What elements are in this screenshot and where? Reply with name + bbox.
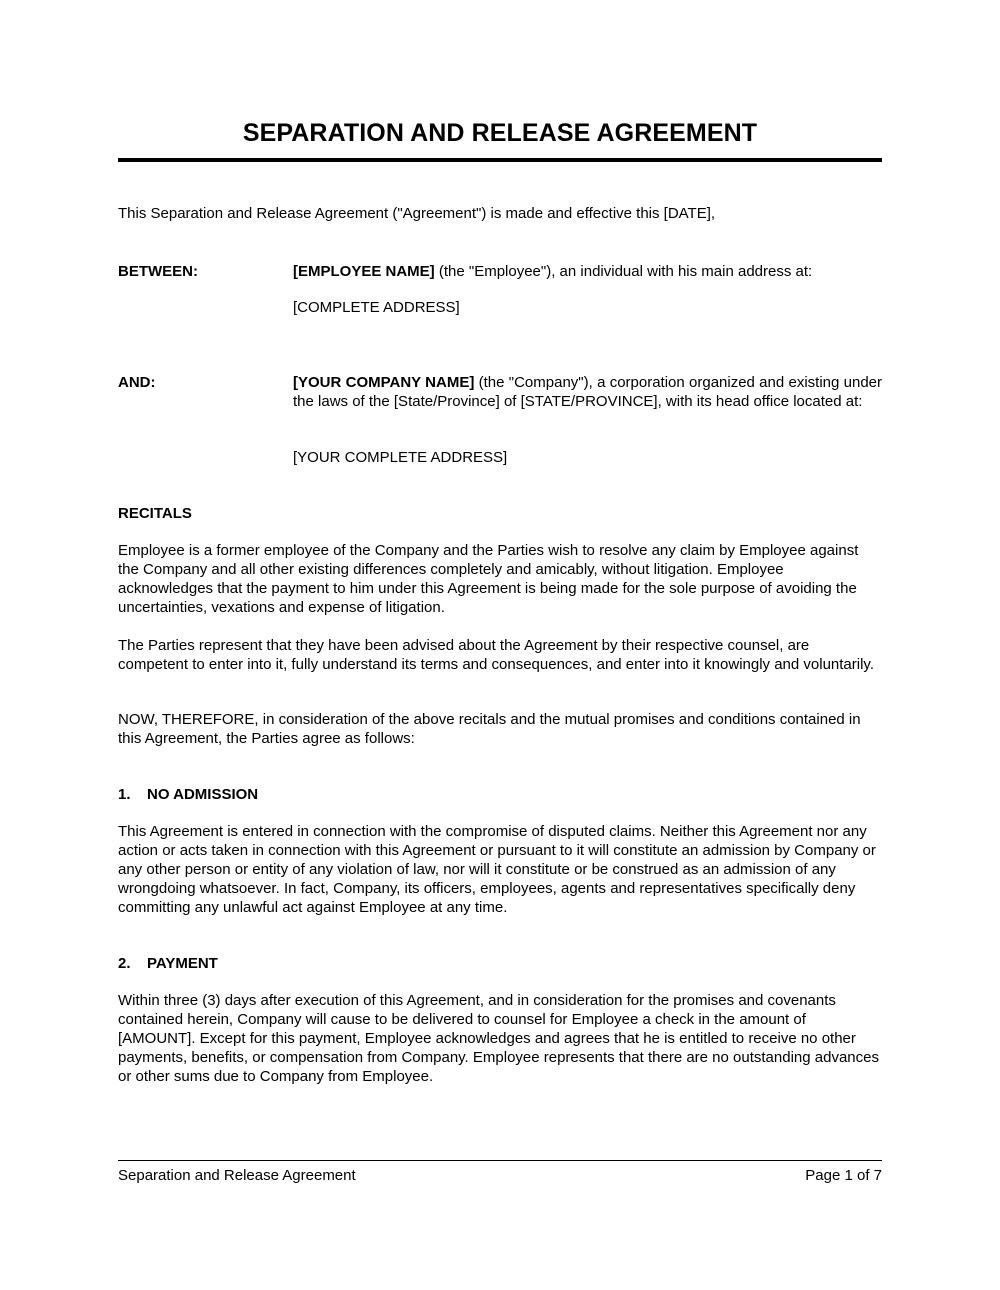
section-1-heading [118,785,258,804]
employee-name: [EMPLOYEE NAME] [293,263,435,280]
between-label: BETWEEN: [118,263,198,280]
title-divider [118,158,882,162]
company-party [293,373,882,411]
section-2-number: 2. [118,955,131,972]
section-1-title: NO ADMISSION [147,786,259,803]
and-label: AND: [118,374,156,391]
recitals-heading: RECITALS [118,505,192,522]
section-2-heading [118,954,218,973]
document-title: SEPARATION AND RELEASE AGREEMENT [242,119,758,147]
section-1-number: 1. [118,786,131,803]
section-2-text: Within three (3) days after execution of this Agreement, and in consideration for the promises and covenants contained herein, Company will cause to be delivered to counsel for Employee a check in the amount of [AMOUNT]. Except for this payment, Employee acknowledges and agrees that he is entitled to receive no other payments, benefits, or compensation from Company. Employee represents that there are no outstanding advances or other sums due to Company from Employee. [118,992,879,1085]
section-1-text: This Agreement is entered in connection with the compromise of disputed claims. Neither this Agreement nor any action or acts taken in connection with this Agreement or pursuant to it will constitute an admission by Company or any other person or entity of any violation of law, nor will it constitute or be construed as an admission of any wrongdoing whatsoever. In fact, Company, its officers, employees, agents and representatives specifically deny committing any unlawful act against Employee at any time. [118,823,876,916]
recitals-paragraph-2: The Parties represent that they have been advised about the Agreement by their respective counsel, are competent to enter into it, fully understand its terms and consequences, and enter into it knowingly and voluntarily. [118,637,874,673]
company-address: [YOUR COMPLETE ADDRESS] [293,449,508,466]
footer-document-name: Separation and Release Agreement [118,1167,356,1184]
company-description: (the "Company"), a corporation organized and existing under the laws of the [State/Province] of [STATE/PROVINCE], with its head office located at: [293,374,882,410]
intro-paragraph: This Separation and Release Agreement ("Agreement") is made and effective this [DATE], [118,205,716,222]
company-name: [YOUR COMPANY NAME] [293,374,475,391]
employee-description: (the "Employee"), an individual with his main address at: [434,263,813,280]
footer-divider [118,1160,882,1161]
section-2-title: PAYMENT [147,955,218,972]
footer-page-number: Page 1 of 7 [805,1167,882,1184]
employee-address: [COMPLETE ADDRESS] [293,299,460,316]
recitals-paragraph-1: Employee is a former employee of the Company and the Parties wish to resolve any claim by Employee against the Company and all other existing differences completely and amicably, without litigation. Employee acknowledges that the payment to him under this Agreement is being made for the sole purpose of avoiding the uncertainties, vexations and expense of litigation. [118,542,859,616]
employee-party [293,262,882,281]
recitals-paragraph-3: NOW, THEREFORE, in consideration of the above recitals and the mutual promises and conditions contained in this Agreement, the Parties agree as follows: [118,711,861,747]
